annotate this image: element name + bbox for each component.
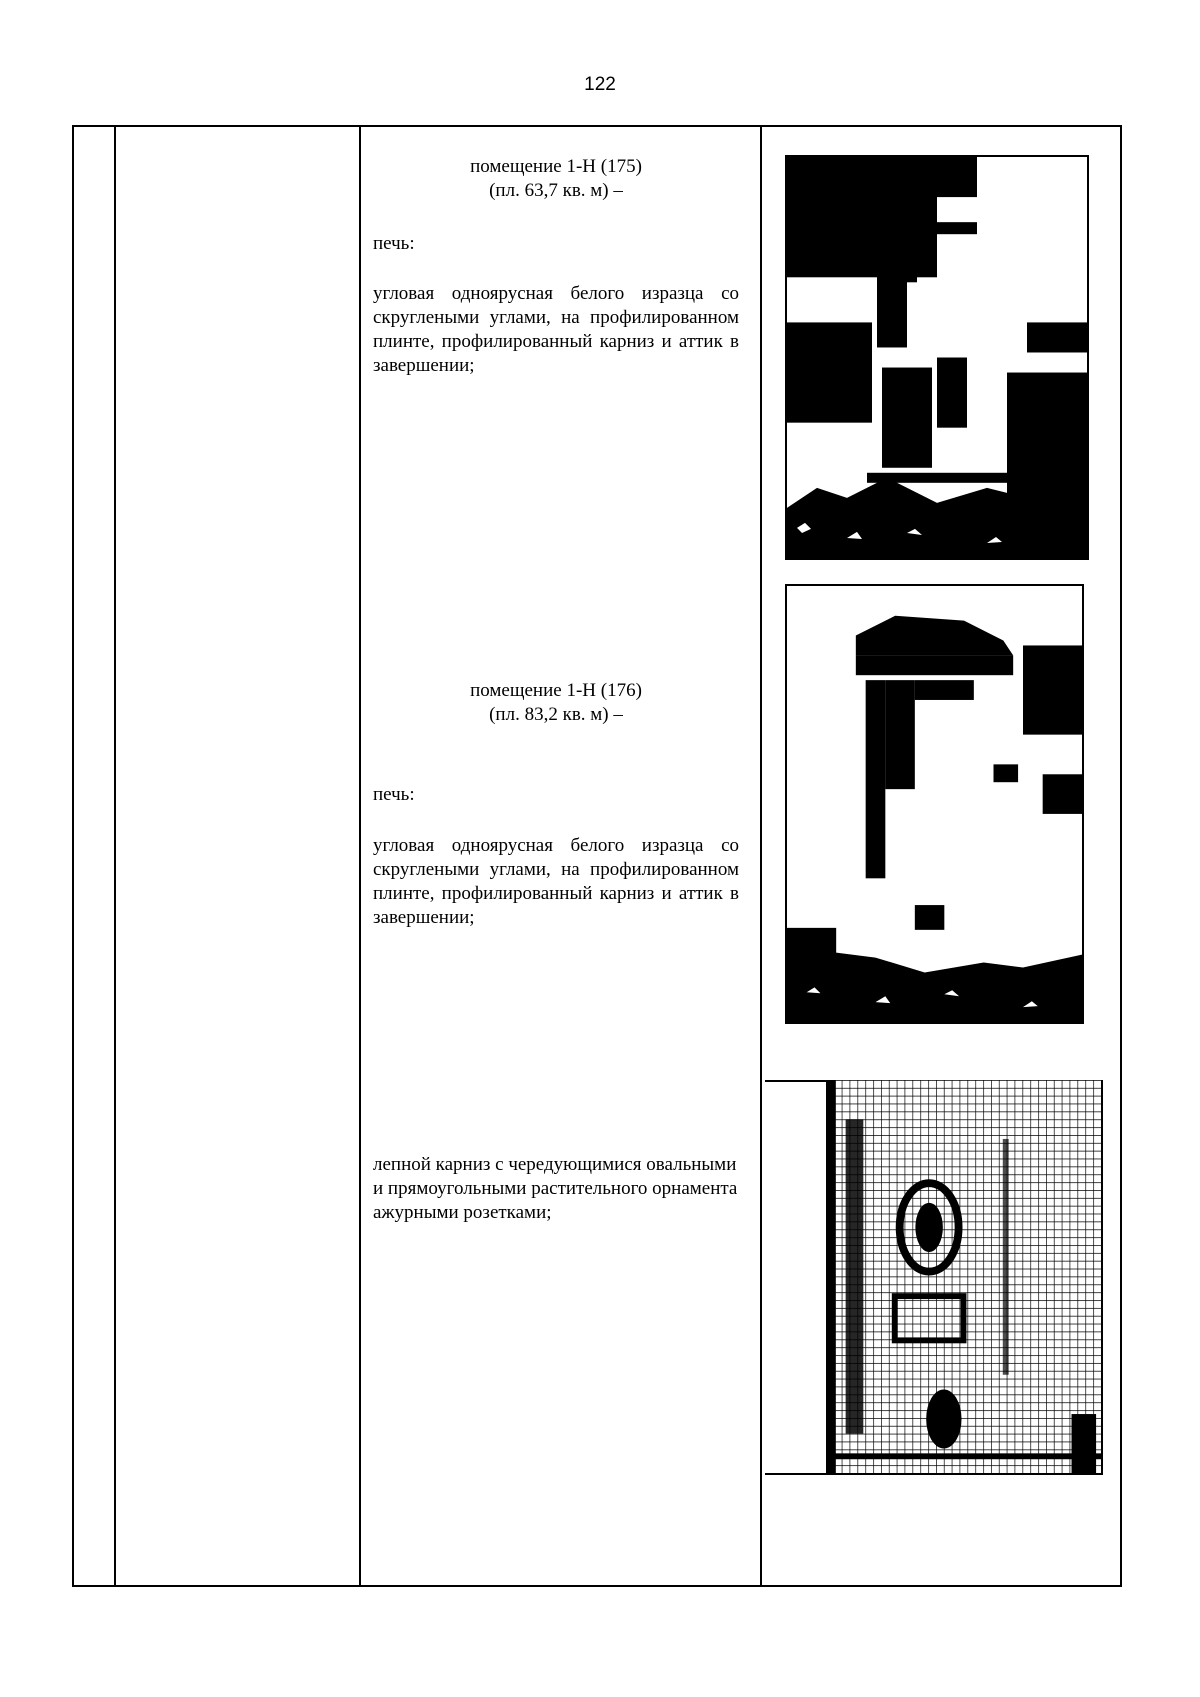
column-divider — [359, 127, 361, 1585]
cornice-photo — [826, 1080, 1103, 1475]
room-175-description: угловая одноярусная белого изразца со скруглеными углами, на профилированном плинте, профилированный карниз и аттик в завершении; — [373, 283, 739, 376]
photo-bottom-rule — [765, 1473, 826, 1475]
room-title: помещение 1-Н (175) — [470, 156, 642, 177]
page-number: 122 — [584, 74, 616, 95]
stove-photo-176 — [785, 584, 1084, 1024]
column-divider — [760, 127, 762, 1585]
stove-photo-175 — [785, 155, 1089, 560]
room-title: помещение 1-Н (176) — [470, 680, 642, 701]
room-176-description: угловая одноярусная белого изразца со скруглеными углами, на профилированном плинте, профилированный карниз и аттик в завершении; — [373, 835, 739, 928]
room-175-label: печь: — [373, 233, 415, 254]
room-176-heading — [373, 679, 739, 727]
room-area: (пл. 83,2 кв. м) – — [489, 704, 623, 725]
cornice-description: лепной карниз с чередующимися овальными и прямоугольными растительного орнамента ажурными розетками; — [373, 1154, 738, 1223]
room-175-heading — [373, 155, 739, 203]
column-divider — [114, 127, 116, 1585]
room-area: (пл. 63,7 кв. м) – — [489, 180, 623, 201]
room-176-label: печь: — [373, 784, 415, 805]
